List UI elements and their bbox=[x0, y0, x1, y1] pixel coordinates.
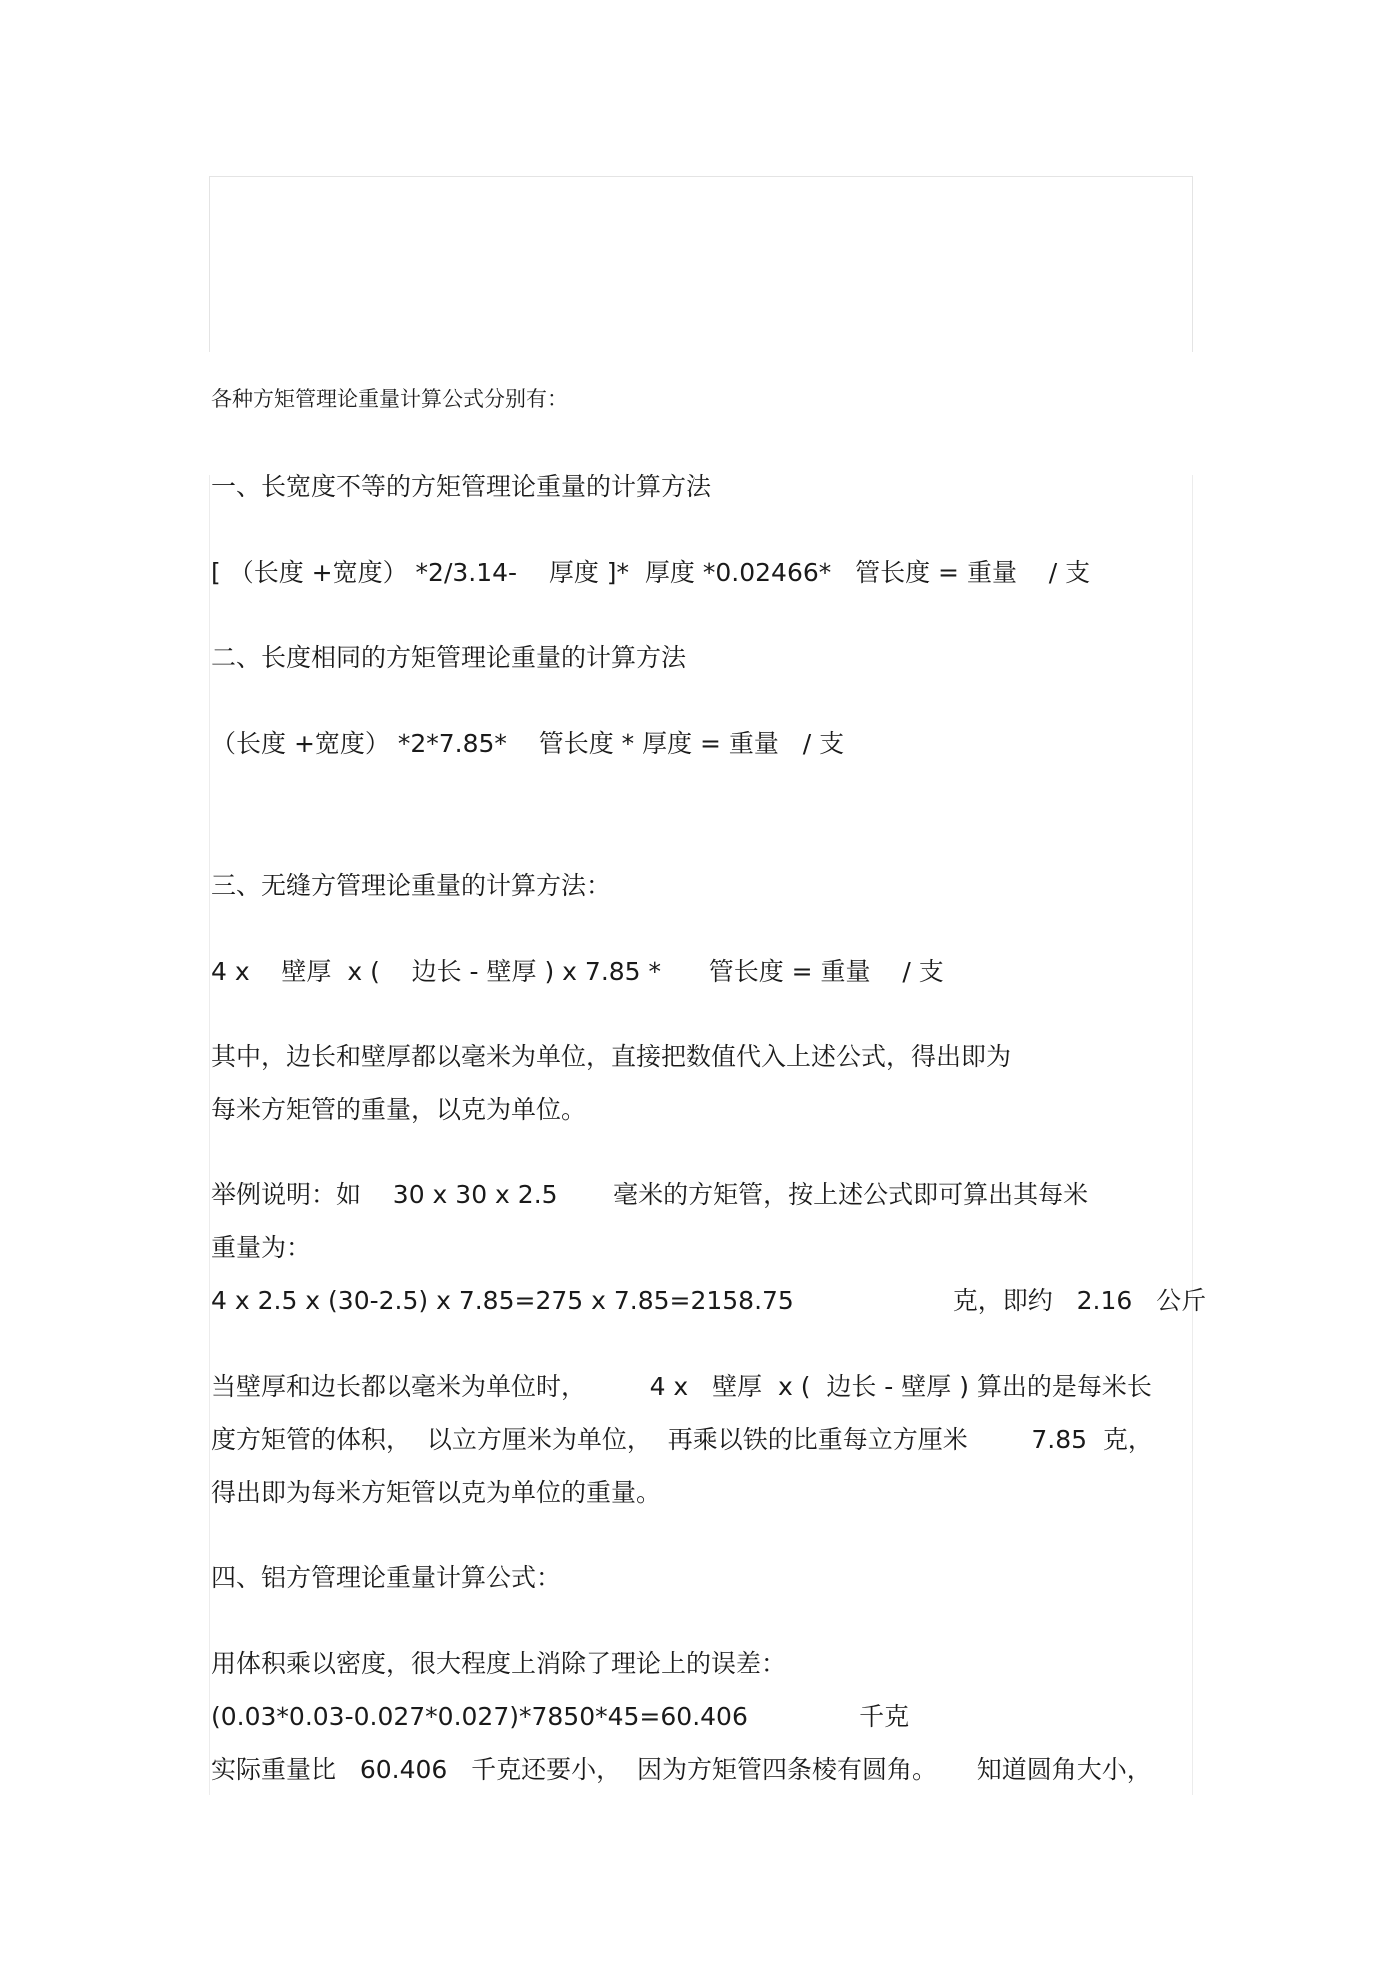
section-3-example-line-1: 举例说明：如 30 x 30 x 2.5 毫米的方矩管，按上述公式即可算出其每米 bbox=[211, 1180, 1089, 1209]
section-4-line-2: (0.03*0.03-0.027*0.027)*7850*45=60.406 千克 bbox=[211, 1702, 910, 1731]
section-3-note-line-1: 当壁厚和边长都以毫米为单位时， 4 x 壁厚 x ( 边长 - 壁厚 ) 算出的是每米长 bbox=[211, 1372, 1152, 1401]
section-3-formula: 4 x 壁厚 x ( 边长 - 壁厚 ) x 7.85 * 管长度 = 重量 / 支 bbox=[211, 957, 944, 986]
section-3-example-line-2: 重量为： bbox=[211, 1233, 312, 1262]
section-1-heading: 一、长宽度不等的方矩管理论重量的计算方法 bbox=[211, 472, 712, 501]
section-4-heading: 四、铝方管理论重量计算公式： bbox=[211, 1563, 562, 1592]
intro-line: 各种方矩管理论重量计算公式分别有： bbox=[211, 387, 568, 411]
section-2-formula: （长度 +宽度） *2*7.85* 管长度 * 厚度 = 重量 / 支 bbox=[211, 729, 845, 758]
section-3-note-line-3: 得出即为每米方矩管以克为单位的重量。 bbox=[211, 1478, 662, 1507]
top-frame-box bbox=[209, 176, 1193, 352]
section-3-example-line-3: 4 x 2.5 x (30-2.5) x 7.85=275 x 7.85=2158.75 克，即约 2.16 公斤 bbox=[211, 1286, 1207, 1315]
section-3-explanation-line-2: 每米方矩管的重量，以克为单位。 bbox=[211, 1095, 587, 1124]
section-2-heading: 二、长度相同的方矩管理论重量的计算方法 bbox=[211, 643, 687, 672]
right-margin-guide bbox=[1192, 475, 1193, 1795]
section-3-explanation-line-1: 其中，边长和壁厚都以毫米为单位，直接把数值代入上述公式，得出即为 bbox=[211, 1042, 1012, 1071]
section-4-line-3: 实际重量比 60.406 千克还要小， 因为方矩管四条棱有圆角。 知道圆角大小， bbox=[211, 1755, 1152, 1784]
section-3-heading: 三、无缝方管理论重量的计算方法： bbox=[211, 871, 612, 900]
section-3-note-line-2: 度方矩管的体积， 以立方厘米为单位， 再乘以铁的比重每立方厘米 7.85 克， bbox=[211, 1425, 1153, 1454]
section-1-formula: [ （长度 +宽度） *2/3.14- 厚度 ]* 厚度 *0.02466* 管长度 = 重量 / 支 bbox=[211, 558, 1091, 587]
section-4-line-1: 用体积乘以密度，很大程度上消除了理论上的误差： bbox=[211, 1649, 787, 1678]
left-margin-guide bbox=[209, 475, 210, 1795]
